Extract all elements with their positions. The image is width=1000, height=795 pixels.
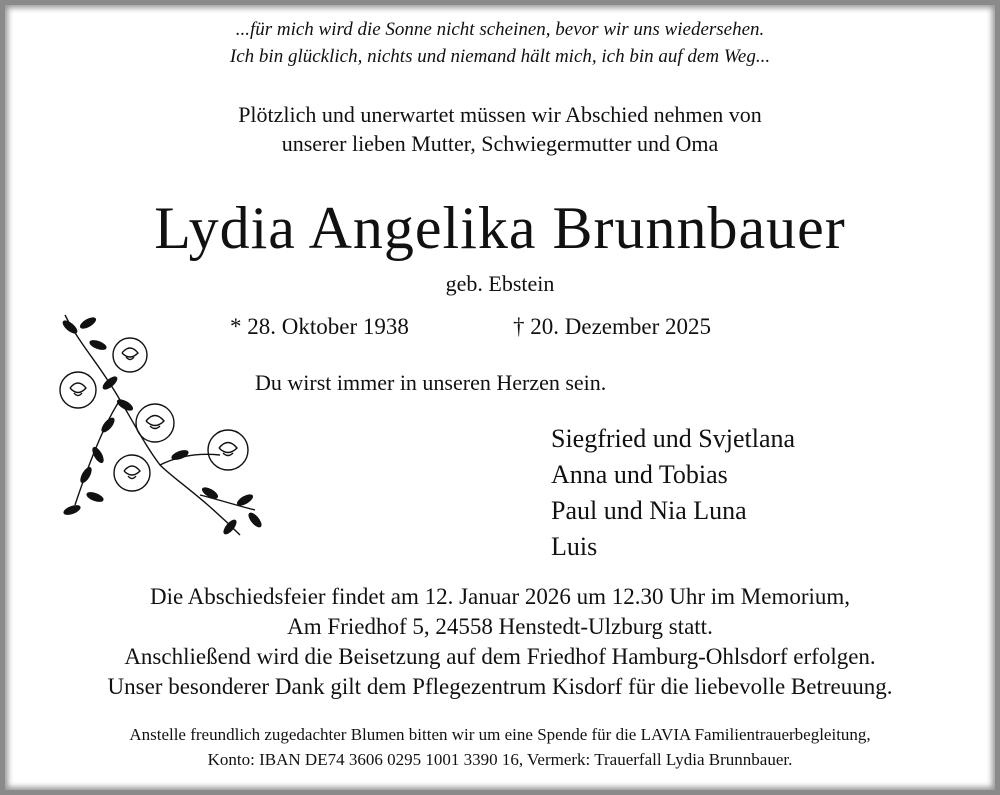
- ceremony-line-1: Die Abschiedsfeier findet am 12. Januar 2026 um 12.30 Uhr im Memorium,: [149, 584, 851, 609]
- intro-line-1: Plötzlich und unerwartet müssen wir Abschied nehmen von: [238, 102, 762, 127]
- mourner-4: Luis: [551, 532, 598, 561]
- motto-line-1: ...für mich wird die Sonne nicht scheinen, bevor wir uns wiedersehen.: [235, 19, 765, 40]
- birth-date: * 28. Oktober 1938: [230, 314, 409, 339]
- mourners-list: [551, 421, 795, 565]
- ceremony-info: [0, 582, 1000, 702]
- ceremony-line-3: Anschließend wird die Beisetzung auf dem Friedhof Hamburg-Ohlsdorf erfolgen.: [124, 644, 876, 669]
- motto-quote: [0, 16, 1000, 70]
- mourner-2: Anna und Tobias: [551, 460, 728, 489]
- ceremony-line-2: Am Friedhof 5, 24558 Henstedt-Ulzburg statt.: [287, 614, 713, 639]
- birth-name: geb. Ebstein: [445, 271, 555, 296]
- mourner-3: Paul und Nia Luna: [551, 496, 747, 525]
- motto-line-2: Ich bin glücklich, nichts und niemand hält mich, ich bin auf dem Weg...: [229, 46, 771, 67]
- mourner-1: Siegfried und Svjetlana: [551, 424, 796, 453]
- donation-line-1: Anstelle freundlich zugedachter Blumen bitten wir um eine Spende für die LAVIA Familientrauerbegleitung,: [129, 725, 871, 744]
- intro-line-2: unserer lieben Mutter, Schwiegermutter und Oma: [281, 131, 719, 156]
- death-date: † 20. Dezember 2025: [513, 314, 711, 339]
- ceremony-line-4: Unser besonderer Dank gilt dem Pflegezentrum Kisdorf für die liebevolle Betreuung.: [107, 674, 893, 699]
- heart-line: Du wirst immer in unseren Herzen sein.: [255, 370, 607, 395]
- intro-text: [0, 100, 1000, 158]
- donation-line-2: Konto: IBAN DE74 3606 0295 1001 3390 16, Vermerk: Trauerfall Lydia Brunnbauer.: [207, 750, 793, 769]
- deceased-name: Lydia Angelika Brunnbauer: [154, 195, 846, 261]
- donation-info: [0, 722, 1000, 772]
- rose-branch-icon: [50, 305, 270, 545]
